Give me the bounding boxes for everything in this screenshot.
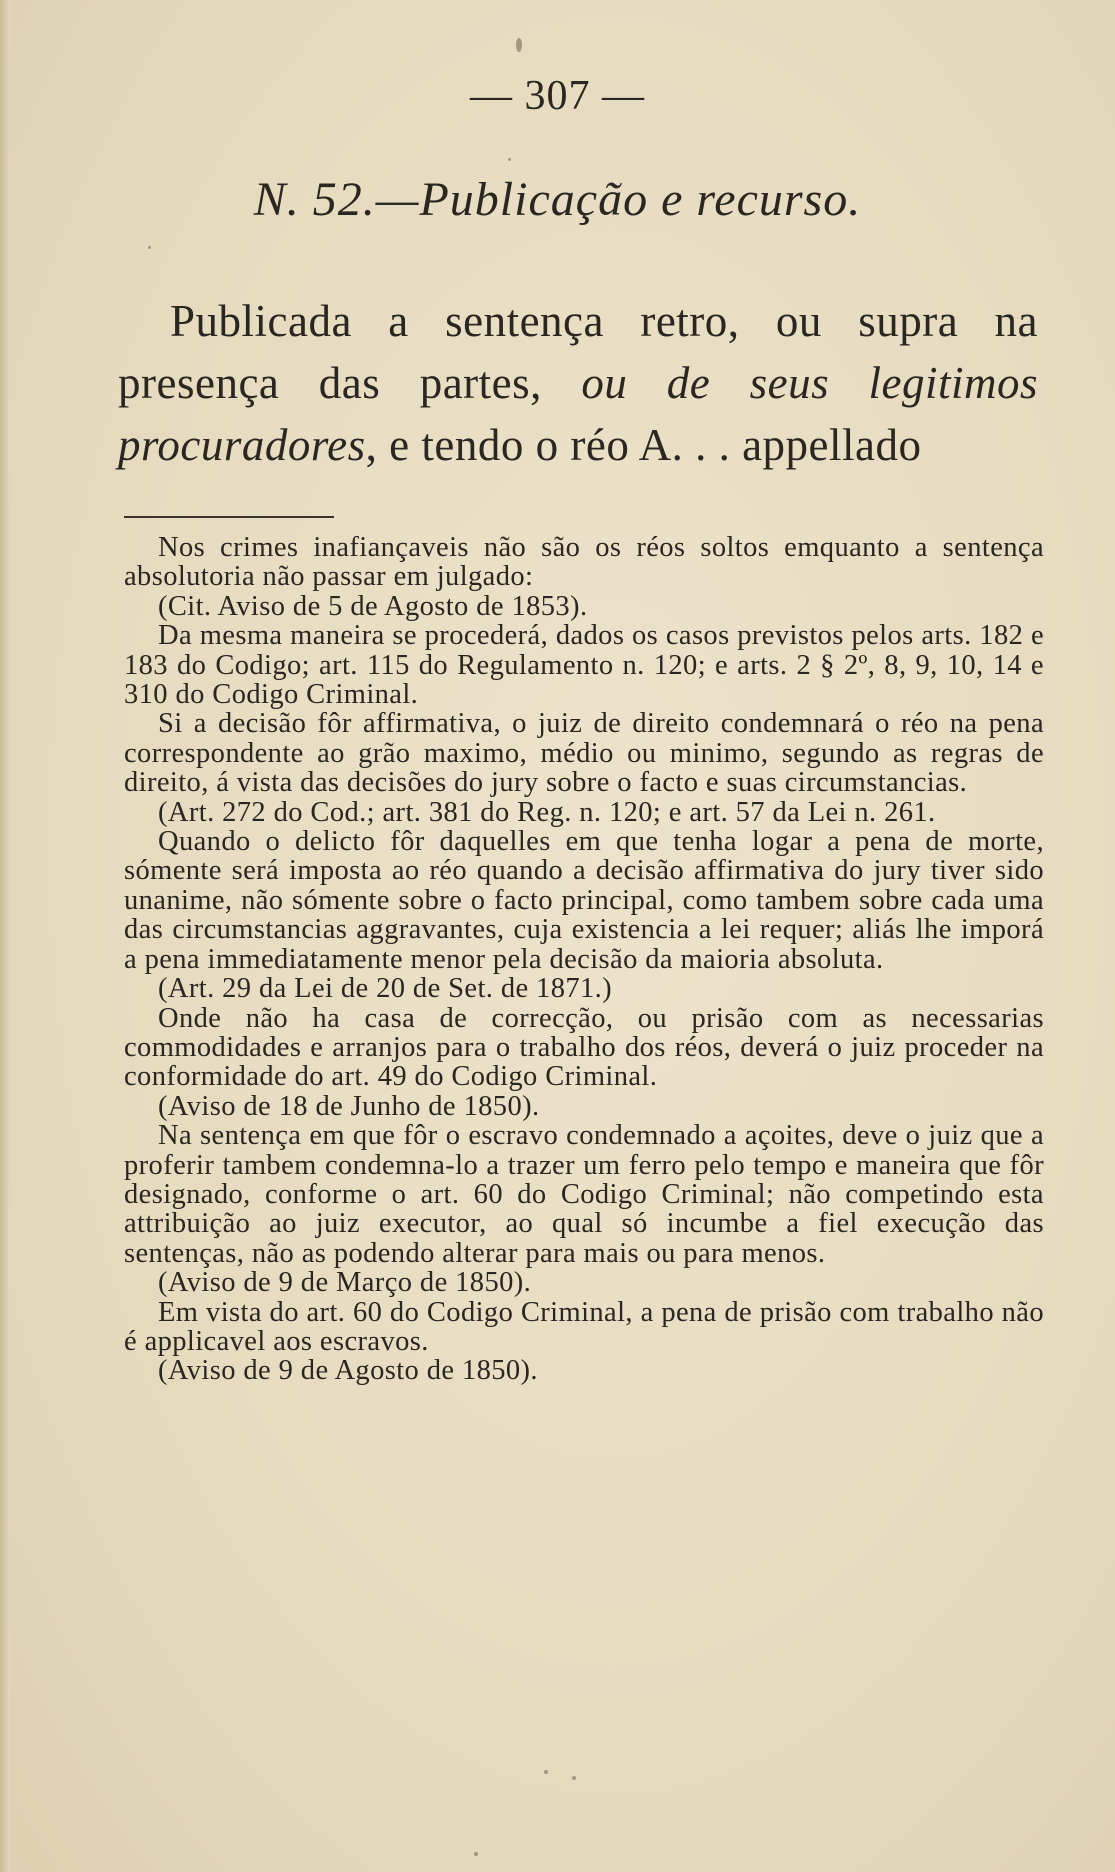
paper-speck <box>474 1852 478 1856</box>
note-citation: (Aviso de 9 de Março de 1850). <box>158 1267 532 1299</box>
paper-speck <box>148 246 151 249</box>
intro-italic-phrase: ou de seus legitimos procuradores <box>118 358 1039 470</box>
paper-speck <box>544 1770 548 1774</box>
footnotes <box>124 533 1044 1386</box>
note-citation: (Aviso de 18 de Junho de 1850). <box>158 1090 540 1122</box>
paper-speck <box>572 1776 576 1780</box>
note-paragraph: Na sentença em que fôr o escravo condemnado a açoites, deve o juiz que a proferir tambem condemna-lo a trazer um ferro pelo tempo e maneira que fôr designado, conforme o art. 60 do Codigo Criminal; não competindo esta attribuição ao juiz executor, ao qual só incumbe a fiel execução das sentenças, não as podendo alterar para mais ou para menos. <box>124 1120 1044 1269</box>
section-title: N. 52.—Publicação e recurso. <box>253 173 862 226</box>
intro-paragraph <box>118 290 1038 476</box>
paper-speck <box>508 158 511 161</box>
note-paragraph: Si a decisão fôr affirmativa, o juiz de direito condemnará o réo na pena correspondente ao grão maximo, médio ou minimo, segundo as regras de direito, á vista das decisões do jury sobre o facto e suas circumstancias. <box>124 708 1044 799</box>
note-citation: (Art. 272 do Cod.; art. 381 do Reg. n. 120; e art. 57 da Lei n. 261. <box>158 796 936 828</box>
note-paragraph: Em vista do art. 60 do Codigo Criminal, a pena de prisão com trabalho não é applicavel aos escravos. <box>124 1296 1044 1357</box>
intro-text-start: Publicada a sentença retro, ou supra na presença das partes, <box>118 296 1038 408</box>
intro-text-end: , e tendo o réo A. . . appellado <box>365 420 922 470</box>
note-citation: (Aviso de 9 de Agosto de 1850). <box>158 1355 538 1387</box>
paper-speck <box>516 38 522 52</box>
footnote-divider <box>124 516 334 518</box>
page-number: — 307 — <box>470 73 645 119</box>
note-paragraph: Quando o delicto fôr daquelles em que tenha logar a pena de morte, sómente será imposta ao réo quando a decisão affirmativa do jury tiver sido unanime, não sómente sobre o facto principal, como tambem sobre cada uma das circumstancias aggravantes, cuja existencia a lei requer; aliás lhe imporá a pena immediatamente menor pela decisão da maioria absoluta. <box>124 826 1044 975</box>
note-paragraph: Da mesma maneira se procederá, dados os casos previstos pelos arts. 182 e 183 do Codigo; art. 115 do Regulamento n. 120; e arts. 2 § 2º, 8, 9, 10, 14 e 310 do Codigo Criminal. <box>124 620 1044 711</box>
note-paragraph: Nos crimes inafiançaveis não são os réos soltos emquanto a sentença absolutoria não passar em julgado: <box>124 532 1044 593</box>
binding-edge <box>0 0 10 1872</box>
note-paragraph: Onde não ha casa de correcção, ou prisão com as necessarias commodidades e arranjos para o trabalho dos réos, deverá o juiz proceder na conformidade do art. 49 do Codigo Criminal. <box>124 1002 1044 1093</box>
note-citation: (Art. 29 da Lei de 20 de Set. de 1871.) <box>158 973 613 1005</box>
note-citation: (Cit. Aviso de 5 de Agosto de 1853). <box>158 590 588 622</box>
